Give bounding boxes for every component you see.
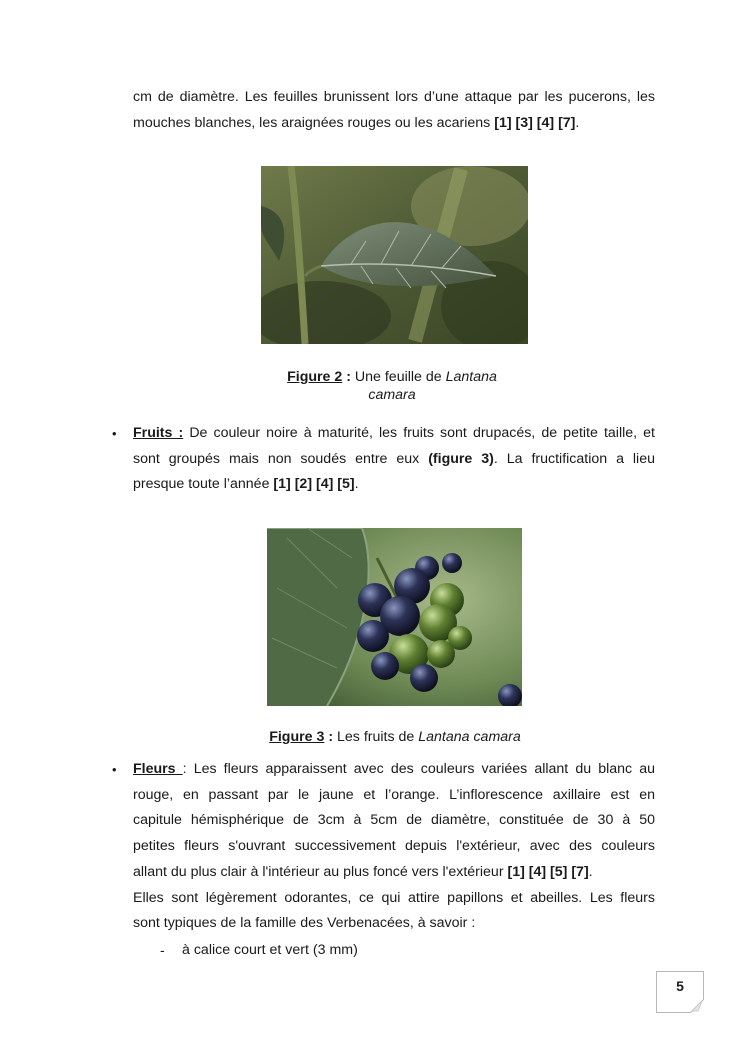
- page-number: 5: [676, 978, 684, 994]
- intro-paragraph: [133, 85, 655, 136]
- fruits-paragraph: [133, 421, 655, 498]
- figure-2-caption: Figure 2 : Une feuille de Lantana camara: [287, 369, 497, 403]
- fleurs-line-3: capitule hémisphérique de 3cm à 5cm de diamètre, constituée de 30 à 50: [133, 812, 655, 829]
- figure-3-label: Figure 3: [269, 729, 325, 745]
- fleurs-bullet: •: [112, 762, 117, 777]
- fleurs-line-5: allant du plus clair à l'intérieur au plus foncé vers l'extérieur [1] [4] [5] [7].: [133, 863, 593, 880]
- intro-references: [1] [3] [4] [7]: [494, 114, 576, 131]
- intro-line-2: mouches blanches, les araignées rouges ou les acariens [1] [3] [4] [7].: [133, 114, 580, 131]
- fleurs-line-7: sont typiques de la famille des Verbenacées, à savoir :: [133, 915, 476, 932]
- figure-3-caption: Figure 3 : Les fruits de Lantana camara: [269, 729, 521, 745]
- fleurs-paragraph: [133, 757, 655, 937]
- fruits-line-2: sont groupés mais non soudés entre eux (figure 3). La fructification a lieu: [133, 450, 655, 467]
- figure-2-label: Figure 2: [287, 369, 343, 385]
- fruits-line-3: presque toute l’année [1] [2] [4] [5].: [133, 476, 359, 493]
- fruits-title: Fruits: [133, 425, 179, 441]
- fruits-bullet: •: [112, 426, 117, 441]
- page-fold-icon: [690, 999, 704, 1013]
- fleurs-line-4: petites fleurs s'ouvrant successivement depuis l'extérieur, avec des couleurs: [133, 838, 655, 855]
- fruits-line-1: Fruits : De couleur noire à maturité, les fruits sont drupacés, de petite taille, et: [133, 425, 656, 441]
- page-number-box: [656, 971, 704, 1013]
- figure-2-leaf-image: [261, 166, 528, 344]
- intro-line-1: cm de diamètre. Les feuilles brunissent lors d’une attaque par les pucerons, les: [133, 89, 655, 105]
- figure-3-berries-image: [267, 528, 522, 706]
- fleurs-line-1: Fleurs : Les fleurs apparaissent avec des couleurs variées allant du blanc au: [133, 761, 655, 777]
- list-dash: -: [160, 942, 165, 958]
- figure-2-caption-italic: camara: [368, 387, 416, 403]
- fleurs-line-6: Elles sont légèrement odorantes, ce qui attire papillons et abeilles. Les fleurs: [133, 889, 655, 906]
- fleurs-title: Fleurs: [133, 761, 183, 777]
- fleurs-line-2: rouge, en passant par le jaune et l’orange. L’inflorescence axillaire est en: [133, 786, 655, 803]
- list-item-calice: à calice court et vert (3 mm): [182, 942, 358, 958]
